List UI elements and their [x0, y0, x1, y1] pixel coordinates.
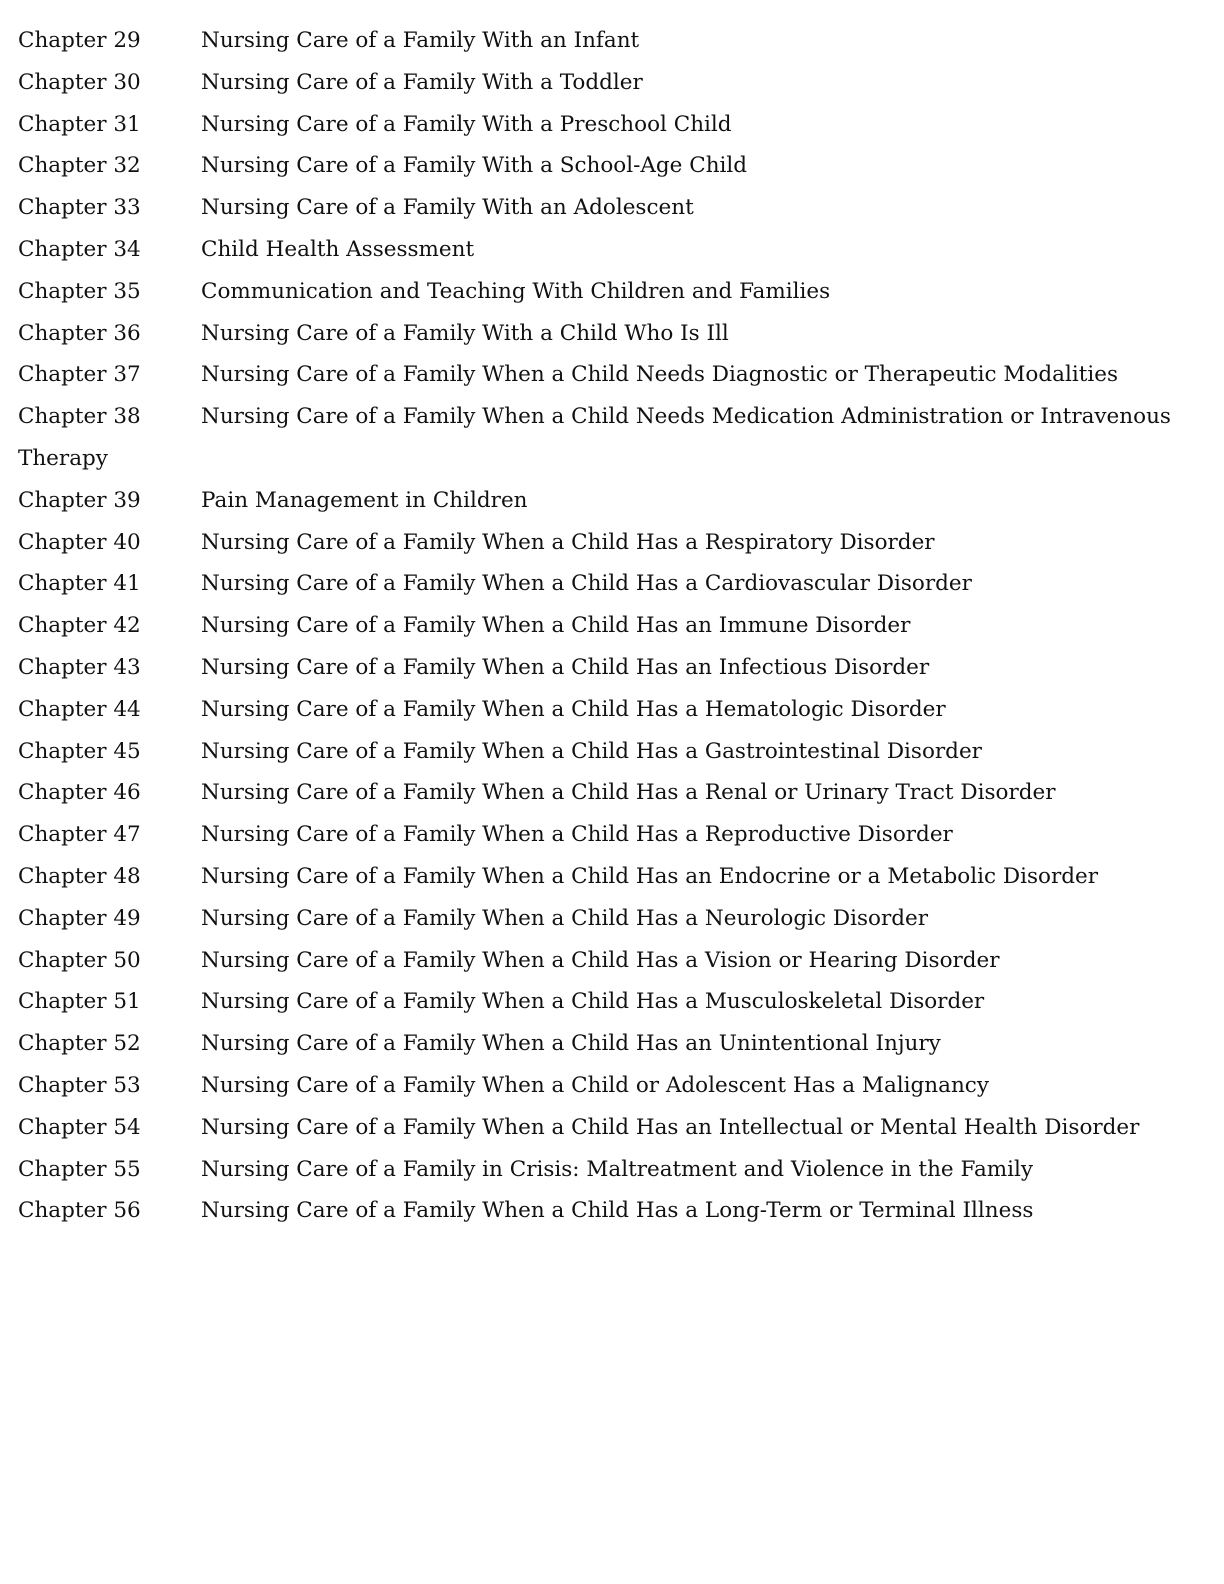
chapter-title: Communication and Teaching With Children and Families — [201, 278, 831, 304]
chapter-number: Chapter 30 — [18, 69, 141, 95]
toc-entry-30 — [18, 62, 1208, 104]
chapter-number: Chapter 46 — [18, 780, 141, 806]
chapter-number: Chapter 51 — [18, 989, 141, 1015]
toc-entry-37 — [18, 354, 1208, 396]
chapter-title: Nursing Care of a Family When a Child Has an Unintentional Injury — [201, 1031, 941, 1057]
toc-entry-31 — [18, 104, 1208, 146]
chapter-number: Chapter 38 — [18, 404, 141, 430]
toc-entry-43 — [18, 647, 1208, 689]
chapter-number: Chapter 47 — [18, 822, 141, 848]
chapter-title: Nursing Care of a Family With a Preschool Child — [201, 111, 732, 137]
chapter-number: Chapter 37 — [18, 362, 141, 388]
chapter-number: Chapter 33 — [18, 195, 141, 221]
chapter-number: Chapter 40 — [18, 529, 141, 555]
chapter-title: Nursing Care of a Family When a Child Has an Immune Disorder — [201, 613, 911, 639]
chapter-title: Nursing Care of a Family With a Toddler — [201, 69, 643, 95]
toc-entry-50 — [18, 940, 1208, 982]
toc-entry-42 — [18, 605, 1208, 647]
chapter-title: Nursing Care of a Family When a Child Needs Medication Administration or Intravenous Therapy — [18, 404, 1171, 471]
chapter-title: Pain Management in Children — [201, 487, 528, 513]
chapter-title: Nursing Care of a Family With a School-Age Child — [201, 153, 748, 179]
chapter-number: Chapter 53 — [18, 1072, 141, 1098]
toc-entry-53 — [18, 1065, 1208, 1107]
chapter-number: Chapter 41 — [18, 571, 141, 597]
chapter-title: Nursing Care of a Family When a Child Needs Diagnostic or Therapeutic Modalities — [201, 362, 1118, 388]
chapter-number: Chapter 50 — [18, 947, 141, 973]
chapter-title: Nursing Care of a Family When a Child Has an Infectious Disorder — [201, 654, 930, 680]
chapter-number: Chapter 45 — [18, 738, 141, 764]
toc-entry-46 — [18, 772, 1208, 814]
table-of-contents — [18, 20, 1208, 1232]
chapter-title: Nursing Care of a Family When a Child Has a Neurologic Disorder — [201, 905, 928, 931]
chapter-number: Chapter 39 — [18, 487, 141, 513]
chapter-title: Nursing Care of a Family When a Child Has an Endocrine or a Metabolic Disorder — [201, 863, 1098, 889]
chapter-title: Nursing Care of a Family When a Child or Adolescent Has a Malignancy — [201, 1072, 989, 1098]
chapter-number: Chapter 52 — [18, 1031, 141, 1057]
toc-entry-55 — [18, 1149, 1208, 1191]
chapter-number: Chapter 55 — [18, 1156, 141, 1182]
chapter-title: Nursing Care of a Family When a Child Has a Vision or Hearing Disorder — [201, 947, 1000, 973]
toc-entry-29 — [18, 20, 1208, 62]
chapter-title: Nursing Care of a Family When a Child Has an Intellectual or Mental Health Disorder — [201, 1114, 1140, 1140]
chapter-number: Chapter 48 — [18, 863, 141, 889]
chapter-title: Nursing Care of a Family When a Child Has a Cardiovascular Disorder — [201, 571, 972, 597]
chapter-number: Chapter 43 — [18, 654, 141, 680]
toc-entry-34 — [18, 229, 1208, 271]
toc-entry-32 — [18, 145, 1208, 187]
toc-entry-45 — [18, 731, 1208, 773]
chapter-number: Chapter 56 — [18, 1198, 141, 1224]
chapter-title: Nursing Care of a Family When a Child Has a Long-Term or Terminal Illness — [201, 1198, 1034, 1224]
chapter-number: Chapter 29 — [18, 28, 141, 53]
toc-entry-39 — [18, 480, 1208, 522]
toc-entry-44 — [18, 689, 1208, 731]
document-page — [18, 20, 1208, 1232]
chapter-title: Child Health Assessment — [201, 236, 475, 262]
toc-entry-49 — [18, 898, 1208, 940]
chapter-number: Chapter 31 — [18, 111, 141, 137]
toc-entry-54 — [18, 1107, 1208, 1149]
chapter-number: Chapter 35 — [18, 278, 141, 304]
chapter-number: Chapter 44 — [18, 696, 141, 722]
toc-entry-51 — [18, 981, 1208, 1023]
toc-entry-33 — [18, 187, 1208, 229]
chapter-title: Nursing Care of a Family When a Child Has a Gastrointestinal Disorder — [201, 738, 982, 764]
chapter-title: Nursing Care of a Family With a Child Who Is Ill — [201, 320, 729, 346]
chapter-title: Nursing Care of a Family With an Infant — [201, 28, 640, 53]
toc-entry-52 — [18, 1023, 1208, 1065]
chapter-title: Nursing Care of a Family When a Child Has a Musculoskeletal Disorder — [201, 989, 985, 1015]
chapter-title: Nursing Care of a Family With an Adolescent — [201, 195, 694, 221]
chapter-number: Chapter 54 — [18, 1114, 141, 1140]
toc-entry-41 — [18, 563, 1208, 605]
toc-entry-56 — [18, 1190, 1208, 1232]
toc-entry-38 — [18, 396, 1208, 480]
chapter-number: Chapter 36 — [18, 320, 141, 346]
chapter-number: Chapter 34 — [18, 236, 141, 262]
chapter-number: Chapter 42 — [18, 613, 141, 639]
chapter-title: Nursing Care of a Family When a Child Has a Reproductive Disorder — [201, 822, 953, 848]
chapter-title: Nursing Care of a Family When a Child Has a Hematologic Disorder — [201, 696, 946, 722]
toc-entry-40 — [18, 522, 1208, 564]
chapter-title: Nursing Care of a Family When a Child Has a Respiratory Disorder — [201, 529, 935, 555]
toc-entry-36 — [18, 313, 1208, 355]
toc-entry-48 — [18, 856, 1208, 898]
toc-entry-35 — [18, 271, 1208, 313]
chapter-number: Chapter 49 — [18, 905, 141, 931]
chapter-title: Nursing Care of a Family in Crisis: Maltreatment and Violence in the Family — [201, 1156, 1034, 1182]
chapter-number: Chapter 32 — [18, 153, 141, 179]
chapter-title: Nursing Care of a Family When a Child Has a Renal or Urinary Tract Disorder — [201, 780, 1056, 806]
toc-entry-47 — [18, 814, 1208, 856]
